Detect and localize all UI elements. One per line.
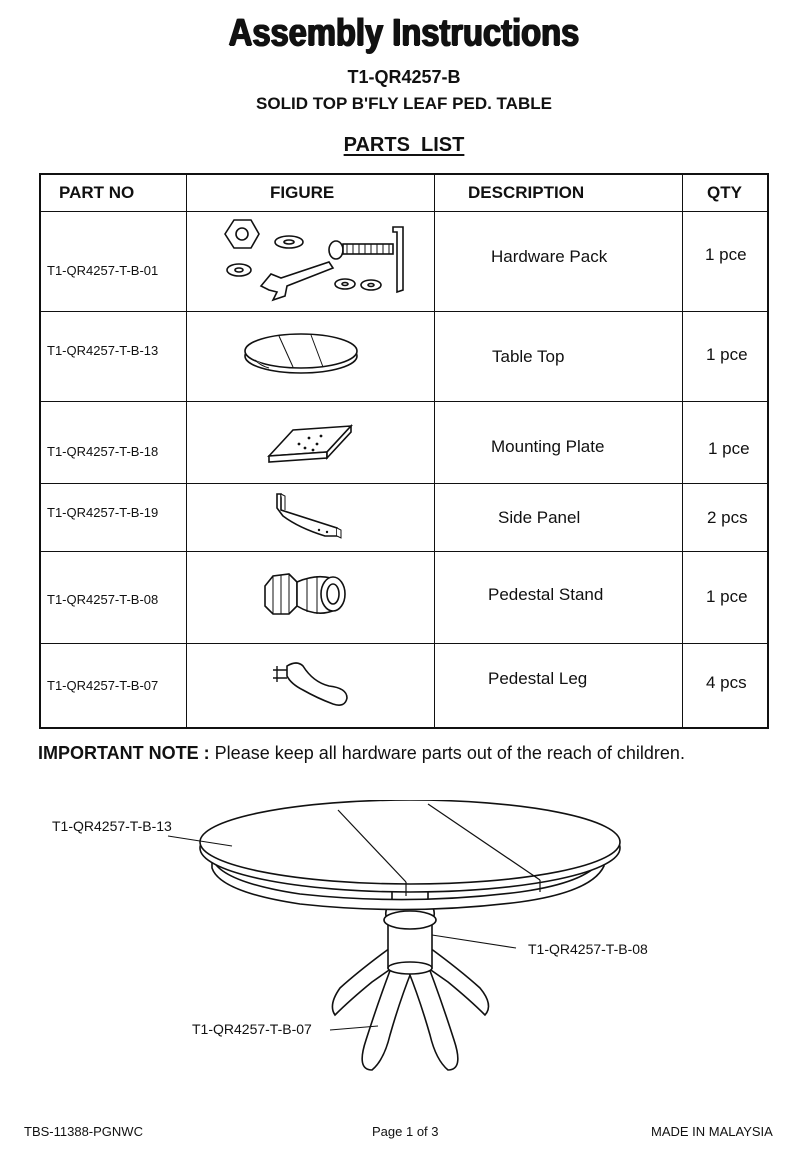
parts-table [39, 173, 769, 729]
part-description: Pedestal Leg [488, 669, 588, 688]
table-row [41, 402, 767, 484]
callout-table-top: T1-QR4257-T-B-13 [52, 818, 172, 834]
pedestal-leg-icon [267, 656, 357, 712]
page-title: Assembly Instructions [228, 12, 580, 54]
part-quantity: 1 pce [705, 245, 747, 264]
column-header-figure: FIGURE [270, 183, 335, 202]
important-note-label: IMPORTANT NOTE : [38, 743, 210, 763]
hardware-pack-icon [219, 214, 419, 310]
part-description: Table Top [492, 347, 565, 366]
side-panel-icon [269, 488, 349, 548]
column-header-part-no: PART NO [59, 183, 135, 202]
part-number: T1-QR4257-T-B-18 [47, 444, 159, 459]
part-number: T1-QR4257-T-B-13 [47, 343, 159, 358]
part-description: Mounting Plate [491, 437, 605, 456]
table-row [41, 312, 767, 402]
part-description: Hardware Pack [491, 247, 608, 266]
page-number: Page 1 of 3 [372, 1124, 439, 1139]
part-description: Pedestal Stand [488, 585, 604, 604]
important-note-text: Please keep all hardware parts out of the reach of children. [214, 743, 685, 763]
table-header-row [41, 175, 767, 212]
table-row [41, 644, 767, 729]
part-number: T1-QR4257-T-B-19 [47, 505, 159, 520]
table-row [41, 484, 767, 552]
column-header-description: DESCRIPTION [468, 183, 585, 202]
part-number: T1-QR4257-T-B-08 [47, 592, 159, 607]
part-quantity: 1 pce [708, 439, 750, 458]
important-note [38, 743, 685, 764]
part-quantity: 4 pcs [706, 673, 747, 692]
table-top-icon [241, 330, 361, 380]
part-quantity: 1 pce [706, 345, 748, 364]
product-name: SOLID TOP B'FLY LEAF PED. TABLE [256, 94, 552, 113]
model-number: T1-QR4257-B [347, 67, 461, 87]
column-header-qty: QTY [707, 183, 742, 202]
callout-pedestal-leg: T1-QR4257-T-B-07 [192, 1021, 312, 1037]
table-row [41, 552, 767, 644]
part-description: Side Panel [498, 508, 581, 527]
part-number: T1-QR4257-T-B-01 [47, 263, 159, 278]
pedestal-stand-icon [255, 566, 355, 626]
part-number: T1-QR4257-T-B-07 [47, 678, 159, 693]
part-quantity: 2 pcs [707, 508, 748, 527]
country-of-origin: MADE IN MALAYSIA [651, 1124, 773, 1139]
parts-list-heading [0, 134, 808, 157]
callout-pedestal-stand: T1-QR4257-T-B-08 [528, 941, 648, 957]
document-code: TBS-11388-PGNWC [24, 1124, 143, 1139]
table-row [41, 212, 767, 312]
part-quantity: 1 pce [706, 587, 748, 606]
parts-list-heading-text: PARTS LIST [343, 134, 465, 156]
mounting-plate-icon [263, 416, 363, 472]
